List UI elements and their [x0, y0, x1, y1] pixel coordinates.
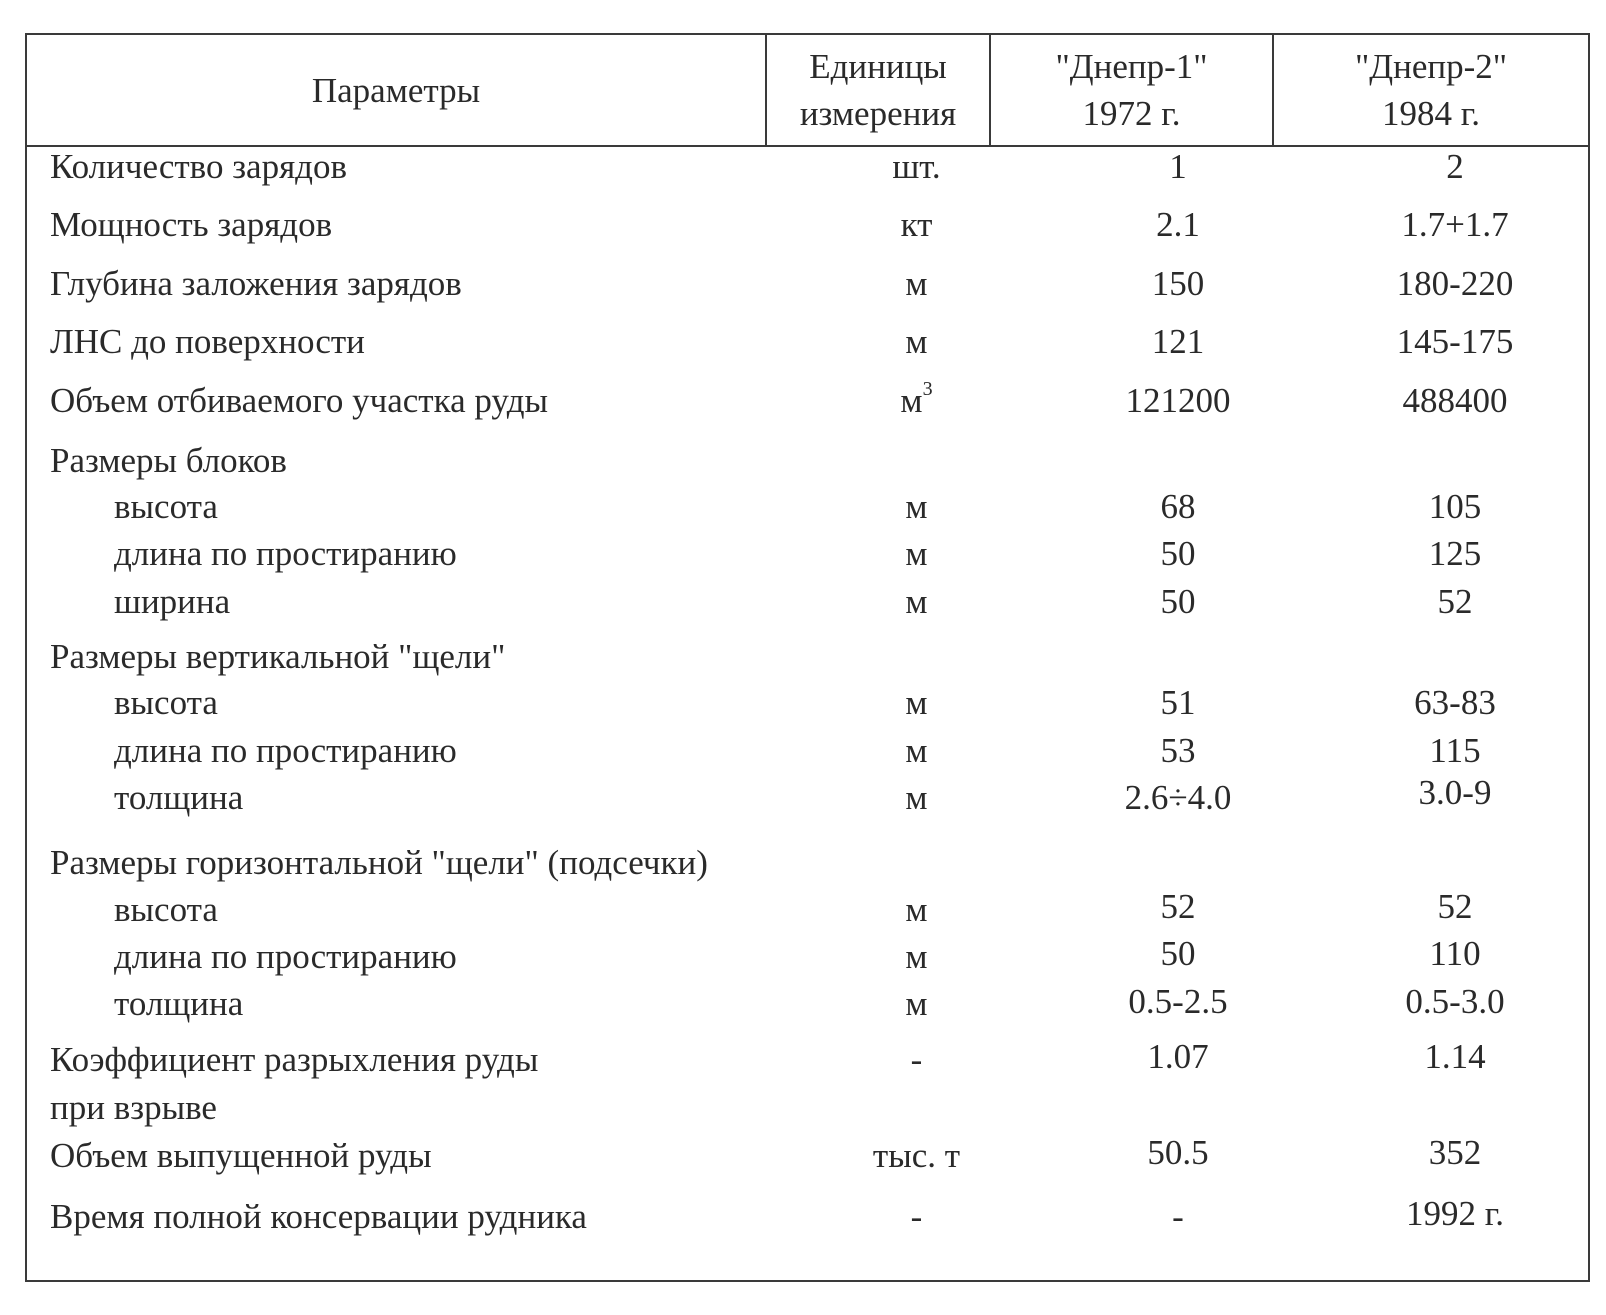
header-units-line1: Единицы [809, 47, 947, 86]
row-unit: - [910, 1040, 923, 1079]
row-param: Мощность зарядов [50, 205, 333, 244]
header-params: Параметры [311, 70, 481, 110]
row-param: длина по простиранию [114, 534, 457, 573]
header-dnepr2-name: "Днепр-2" [1354, 47, 1508, 86]
row-param: ширина [114, 582, 231, 621]
row-dnepr2-value: 145-175 [1396, 322, 1514, 361]
row-param: Глубина заложения зарядов [50, 264, 462, 303]
row-dnepr1-value: 50 [1160, 582, 1196, 621]
row-dnepr1-value: 150 [1151, 264, 1205, 303]
row-unit: м [905, 890, 928, 929]
row-dnepr1-value: 53 [1160, 731, 1196, 770]
row-dnepr2-value: 352 [1428, 1133, 1482, 1172]
row-unit: м [905, 778, 928, 817]
row-dnepr1-value: 51 [1160, 683, 1196, 722]
header-units [767, 35, 989, 145]
row-dnepr2-value: 3.0-9 [1418, 773, 1492, 812]
row-unit: шт. [892, 147, 941, 186]
row-param: Коэффициент разрыхления руды [50, 1040, 539, 1079]
row-dnepr2-value: 110 [1429, 934, 1481, 973]
row-unit: м [905, 264, 928, 303]
row-param: ЛНС до поверхности [50, 322, 365, 361]
header-dnepr1-name: "Днепр-1" [1055, 47, 1208, 86]
row-unit: тыс. т [872, 1136, 961, 1175]
row-dnepr2-value: 488400 [1402, 381, 1508, 420]
row-unit: м [905, 937, 928, 976]
row-dnepr2-value: 1.7+1.7 [1401, 205, 1509, 244]
unit-text: м [900, 381, 923, 420]
row-param: толщина [114, 778, 244, 817]
row-param-continuation: при взрыве [50, 1088, 217, 1127]
row-dnepr2-value: 2 [1446, 147, 1464, 186]
row-param: длина по простиранию [114, 731, 457, 770]
row-dnepr2-value: 115 [1429, 731, 1481, 770]
row-unit: м [905, 534, 928, 573]
row-dnepr1-value: 2.6÷4.0 [1124, 778, 1232, 817]
row-dnepr1-value: 1.07 [1147, 1037, 1209, 1076]
row-param: высота [114, 487, 218, 526]
row-param: Время полной консервации рудника [50, 1197, 587, 1236]
header-dnepr1-year: 1972 г. [1082, 94, 1181, 133]
row-dnepr1-value: 50.5 [1147, 1133, 1209, 1172]
row-unit: кт [900, 205, 933, 244]
row-param: высота [114, 683, 218, 722]
row-dnepr2-value: 1.14 [1424, 1037, 1486, 1076]
row-unit [799, 378, 1034, 421]
row-param: длина по простиранию [114, 937, 457, 976]
row-unit: м [905, 683, 928, 722]
row-dnepr2-value: 125 [1428, 534, 1482, 573]
row-dnepr2-value: 52 [1437, 887, 1473, 926]
row-dnepr1-value: 50 [1160, 934, 1196, 973]
row-dnepr1-value: 121 [1151, 322, 1205, 361]
row-param: толщина [114, 984, 244, 1023]
row-param: Объем выпущенной руды [50, 1136, 432, 1175]
data-table [25, 33, 1590, 1282]
row-param: Количество зарядов [50, 147, 348, 186]
row-unit: - [910, 1197, 923, 1236]
header-dnepr1 [991, 35, 1272, 145]
row-unit: м [905, 731, 928, 770]
row-dnepr1-value: 121200 [1125, 381, 1231, 420]
section-heading: Размеры вертикальной "щели" [50, 637, 506, 676]
unit-superscript: 3 [922, 378, 933, 401]
row-param: высота [114, 890, 218, 929]
row-dnepr1-value: - [1172, 1197, 1184, 1236]
row-dnepr2-value: 52 [1437, 582, 1473, 621]
row-dnepr2-value: 0.5-3.0 [1405, 982, 1505, 1021]
row-dnepr2-value: 180-220 [1396, 264, 1514, 303]
row-dnepr1-value: 68 [1160, 487, 1196, 526]
row-dnepr1-value: 0.5-2.5 [1128, 982, 1228, 1021]
row-dnepr2-value: 1992 г. [1406, 1194, 1504, 1233]
header-units-line2: измерения [799, 94, 957, 133]
row-dnepr2-value: 63-83 [1414, 683, 1496, 722]
row-unit: м [905, 984, 928, 1023]
row-dnepr2-value: 105 [1428, 487, 1482, 526]
row-unit: м [905, 322, 928, 361]
header-dnepr2-year: 1984 г. [1382, 94, 1480, 133]
row-dnepr1-value: 50 [1160, 534, 1196, 573]
row-param: Объем отбиваемого участка руды [50, 381, 549, 420]
section-heading: Размеры горизонтальной "щели" (подсечки) [50, 843, 708, 882]
row-dnepr1-value: 1 [1169, 147, 1187, 186]
row-unit: м [905, 582, 928, 621]
section-heading: Размеры блоков [50, 441, 287, 480]
row-dnepr1-value: 52 [1160, 887, 1196, 926]
row-dnepr1-value: 2.1 [1156, 205, 1200, 244]
header-dnepr2 [1274, 35, 1588, 145]
row-unit: м [905, 487, 928, 526]
